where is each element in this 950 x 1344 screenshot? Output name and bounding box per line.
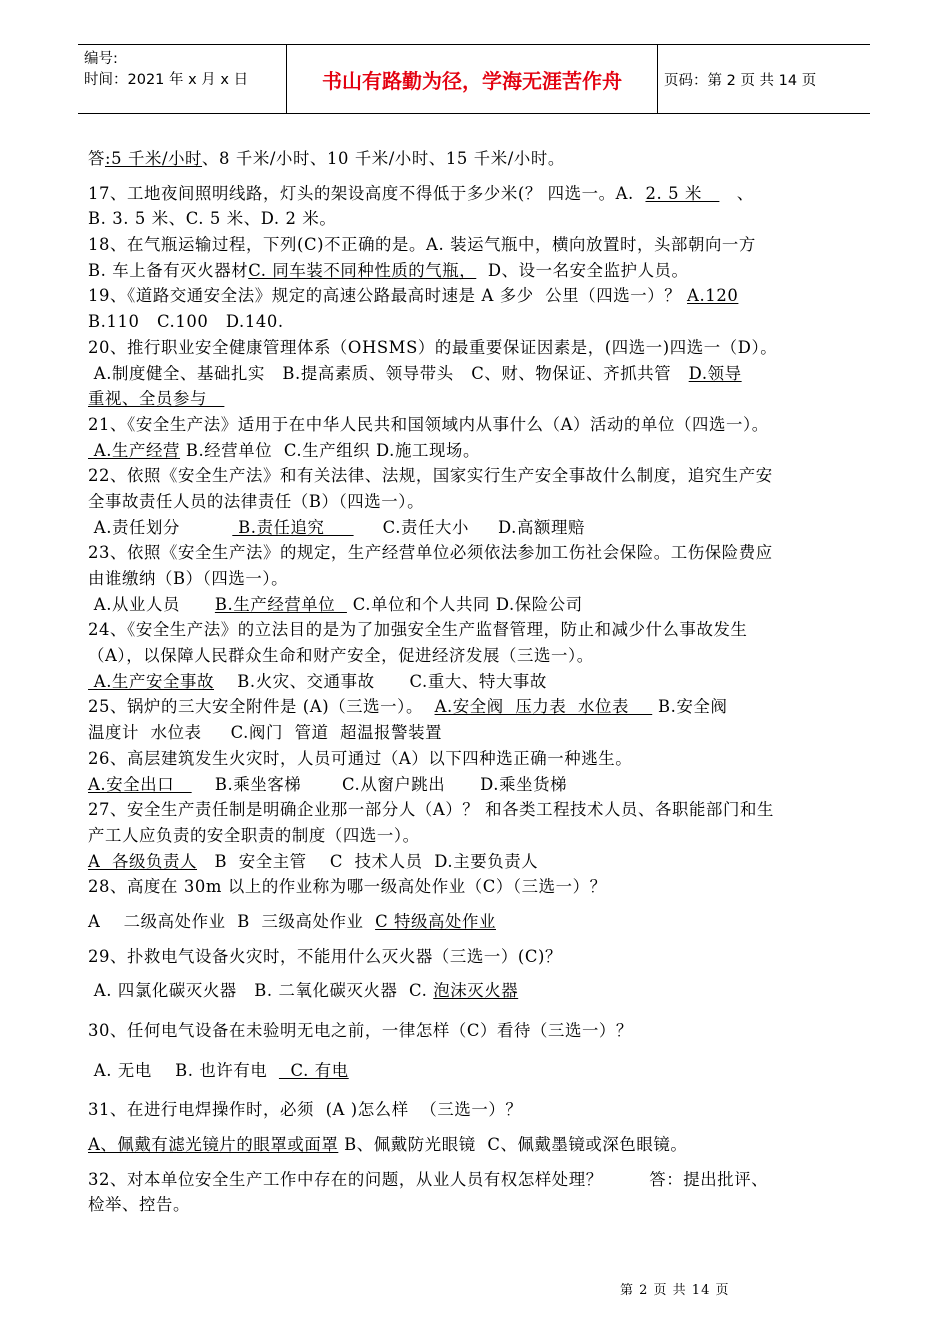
text-line: 答:5 千米/小时、8 千米/小时、10 千米/小时、15 千米/小时。 — [88, 149, 565, 168]
text-line: 重视、全员参与 — [88, 389, 225, 409]
text-line: A 二级高处作业 B 三级高处作业 C 特级高处作业 — [88, 911, 496, 931]
header-left — [78, 45, 286, 113]
question-29: 29、扑救电气设备火灾时，不能用什么灭火器（三选一）(C)？ — [88, 946, 562, 966]
text-line: B. 3. 5 米、C. 5 米、D. 2 米。 — [88, 209, 337, 229]
question-31: 31、在进行电焊操作时，必须 (A )怎么样 （三选一）？ — [88, 1100, 523, 1120]
text-line: 检举、控告。 — [88, 1195, 190, 1215]
text-line: A、佩戴有滤光镜片的眼罩或面罩 B、佩戴防光眼镜 C、佩戴墨镜或深色眼镜。 — [88, 1135, 688, 1155]
question-20: 20、推行职业安全健康管理体系（OHSMS）的最重要保证因素是，(四选一)四选一（D）。 — [88, 337, 778, 357]
question-25: 25、锅炉的三大安全附件是 (A)（三选一）。 A.安全阀 压力表 水位表 B.安全阀 — [88, 697, 728, 717]
text-line: 由谁缴纳（B）（四选一）。 — [88, 569, 289, 588]
question-24: 24、《安全生产法》的立法目的是为了加强安全生产监督管理，防止和减少什么事故发生 — [88, 620, 748, 640]
text-line: A. 无电 B. 也许有电 C. 有电 — [88, 1060, 349, 1080]
question-18: 18、在气瓶运输过程，下列(C)不正确的是。A. 装运气瓶中，横向放置时，头部朝向一方 — [88, 235, 756, 255]
question-21: 21、《安全生产法》适用于在中华人民共和国领域内从事什么（A）活动的单位（四选一）。 — [88, 414, 769, 434]
page-footer: 第 2 页 共 14 页 — [620, 1283, 730, 1298]
header-page-info: 页码：第 2 页 共 14 页 — [664, 72, 817, 89]
question-17: 17、工地夜间照明线路，灯头的架设高度不得低于多少米(？ 四选一。A. 2. 5 米 、 — [88, 183, 754, 203]
question-22: 22、依照《安全生产法》和有关法律、法规，国家实行生产安全事故什么制度，追究生产安 — [88, 466, 773, 486]
text-line: A.生产安全事故 B.火灾、交通事故 C.重大、特大事故 — [88, 671, 547, 691]
question-19: 19、《道路交通安全法》规定的高速公路最高时速是 A 多少 公里（四选一）？ A.120 — [88, 286, 739, 306]
text-line: 温度计 水位表 C.阀门 管道 超温报警装置 — [88, 723, 443, 743]
text-line: 全事故责任人员的法律责任（B）（四选一）。 — [88, 491, 425, 511]
question-27: 27、安全生产责任制是明确企业那一部分人（A）？ 和各类工程技术人员、各职能部门和生 — [88, 800, 774, 820]
question-28: 28、高度在 30m 以上的作业称为哪一级高处作业（C）（三选一）？ — [88, 877, 607, 897]
text-line: A.生产经营 B.经营单位 C.生产组织 D.施工现场。 — [88, 440, 480, 460]
text-line: B.110 C.100 D.140. — [88, 312, 284, 332]
text-line: A.责任划分 B.责任追究 C.责任大小 D.高额理赔 — [88, 517, 585, 537]
question-30: 30、任何电气设备在未验明无电之前，一律怎样（C）看待（三选一）？ — [88, 1021, 633, 1040]
text-line: B. 车上备有灭火器材C. 同车装不同种性质的气瓶， D、设一名安全监护人员。 — [88, 260, 689, 280]
text-line: 产工人应负责的安全职责的制度（四选一）。 — [88, 825, 420, 845]
text-line: A.制度健全、基础扎实 B.提高素质、领导带头 C、财、物保证、齐抓共管 D.领导 — [88, 363, 742, 383]
document-date: 时间：2021 年 x 月 x 日 — [84, 72, 249, 88]
question-23: 23、依照《安全生产法》的规定，生产经营单位必须依法参加工伤社会保险。工伤保险费应 — [88, 543, 773, 563]
text-line: （A），以保障人民群众生命和财产安全，促进经济发展（三选一）。 — [88, 646, 594, 666]
document-number-label: 编号: — [84, 51, 118, 67]
text-line: A. 四氯化碳灭火器 B. 二氧化碳灭火器 C. 泡沫灭火器 — [88, 981, 519, 1001]
question-32: 32、对本单位安全生产工作中存在的问题，从业人员有权怎样处理？ 答：提出批评、 — [88, 1169, 769, 1189]
page-header — [78, 44, 870, 114]
question-26: 26、高层建筑发生火灾时，人员可通过（A）以下四种选正确一种逃生。 — [88, 748, 633, 768]
text-line: A.安全出口 B.乘坐客梯 C.从窗户跳出 D.乘坐货梯 — [88, 774, 568, 794]
text-line: A.从业人员 B.生产经营单位 C.单位和个人共同 D.保险公司 — [88, 594, 583, 614]
text-line: A 各级负责人 B 安全主管 C 技术人员 D.主要负责人 — [88, 851, 539, 871]
header-motto: 书山有路勤为径，学海无涯苦作舟 — [286, 45, 658, 113]
document-body — [88, 146, 868, 1218]
